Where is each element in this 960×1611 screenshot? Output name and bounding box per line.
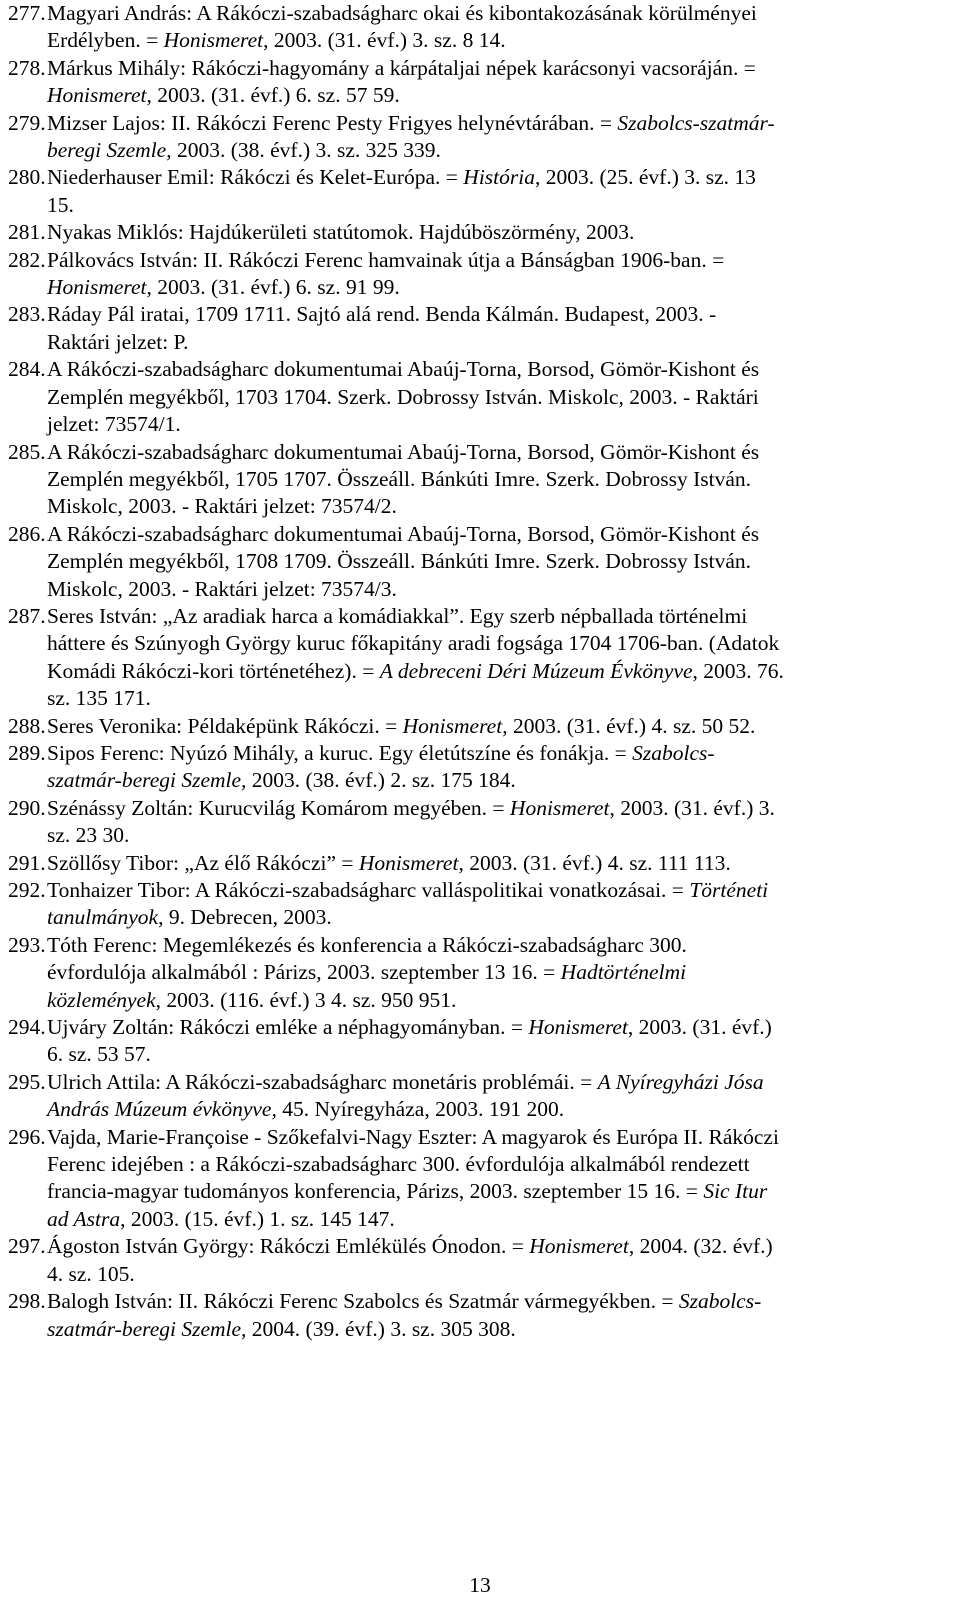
entry-number: 290. xyxy=(8,795,46,820)
entry-line xyxy=(47,932,944,959)
entry-number: 295. xyxy=(8,1069,46,1094)
entry-text: Márkus Mihály: Rákóczi-hagyomány a kárpátaljai népek karácsonyi vacsoráján. = xyxy=(47,55,756,80)
bibliography-entry xyxy=(8,932,944,1014)
entry-line xyxy=(47,274,944,301)
journal-title: Történeti xyxy=(689,878,769,902)
entry-text: A Rákóczi-szabadságharc dokumentumai Abaúj-Torna, Borsod, Gömör-Kishont és xyxy=(47,357,760,382)
entry-number: 278. xyxy=(8,55,46,80)
entry-line xyxy=(47,630,944,657)
entry-line xyxy=(47,1206,944,1233)
journal-title: szatmár-beregi Szemle xyxy=(47,1316,242,1341)
entry-text: , 2003. (31. évf.) 3. xyxy=(609,795,775,820)
bibliography-entry xyxy=(8,110,944,165)
entry-line xyxy=(47,411,944,438)
page-number: 13 xyxy=(469,1573,491,1597)
entry-text: , 2003. (31. évf.) 6. sz. 91 99. xyxy=(146,275,400,300)
entry-text: 6. sz. 53 57. xyxy=(47,1042,151,1067)
entry-number: 293. xyxy=(8,932,46,957)
entry-text: 45. Nyíregyháza, 2003. 191 200. xyxy=(276,1097,565,1122)
bibliography-entry xyxy=(8,1233,944,1288)
entry-line xyxy=(47,192,944,219)
entry-line xyxy=(47,1178,944,1205)
bibliography-entry xyxy=(8,164,944,219)
entry-text: évfordulója alkalmából : Párizs, 2003. szeptember 13 16. = xyxy=(47,960,561,985)
entry-text: 15. xyxy=(47,192,74,217)
entry-text: , 2003. (25. évf.) 3. sz. 13 xyxy=(534,165,756,190)
entry-line xyxy=(47,685,944,712)
entry-text: , 2003. (116. évf.) 3 4. sz. 950 951. xyxy=(155,987,457,1012)
entry-line xyxy=(47,1041,944,1068)
entry-text: sz. 135 171. xyxy=(47,686,151,711)
entry-line xyxy=(47,1151,944,1178)
entry-number: 292. xyxy=(8,878,46,902)
entry-line xyxy=(47,164,944,191)
entry-number: 298. xyxy=(8,1289,46,1314)
entry-number: 291. xyxy=(8,850,46,875)
entry-text: Mizser Lajos: II. Rákóczi Ferenc Pesty Frigyes helynévtárában. = xyxy=(47,110,618,135)
entry-line xyxy=(47,0,944,27)
entry-text: Erdélyben. = xyxy=(47,28,164,53)
entry-line xyxy=(47,219,944,246)
entry-number: 282. xyxy=(8,247,46,272)
bibliography-entry xyxy=(8,740,944,795)
entry-line xyxy=(47,1124,944,1151)
entry-text: , 2004. (32. évf.) xyxy=(628,1234,773,1259)
entry-line xyxy=(47,110,944,137)
entry-line xyxy=(47,27,944,54)
entry-text: Ulrich Attila: A Rákóczi-szabadságharc monetáris problémái. = xyxy=(47,1069,598,1094)
entry-text: , 2003. (31. évf.) 3. sz. 8 14. xyxy=(263,28,506,53)
bibliography-entry xyxy=(8,247,944,302)
entry-number: 294. xyxy=(8,1015,46,1040)
entry-text: Ráday Pál iratai, 1709 1711. Sajtó alá rend. Benda Kálmán. Budapest, 2003. - xyxy=(47,302,717,327)
entry-line xyxy=(47,767,944,794)
entry-text: Tóth Ferenc: Megemlékezés és konferencia a Rákóczi-szabadságharc 300. xyxy=(47,932,687,957)
bibliography-entry xyxy=(8,877,944,932)
entry-text: Nyakas Miklós: Hajdúkerületi statútomok. Hajdúböszörmény, 2003. xyxy=(47,220,635,245)
journal-title: ad Astra xyxy=(47,1206,121,1231)
entry-line xyxy=(47,1014,944,1041)
bibliography-entry xyxy=(8,521,944,603)
entry-text: , 2003. (31. évf.) 4. sz. 111 113. xyxy=(458,850,731,875)
journal-title: A debreceni Déri Múzeum Évkönyve xyxy=(379,658,693,683)
entry-line xyxy=(47,356,944,383)
entry-line xyxy=(47,877,944,904)
entry-text: A Rákóczi-szabadságharc dokumentumai Abaúj-Torna, Borsod, Gömör-Kishont és xyxy=(47,521,760,546)
entry-text: Seres István: „Az aradiak harca a komádiakkal”. Egy szerb népballada történelmi xyxy=(47,603,748,628)
entry-text: A Rákóczi-szabadságharc dokumentumai Abaúj-Torna, Borsod, Gömör-Kishont és xyxy=(47,439,760,464)
journal-title: Szabolcs- xyxy=(678,1289,762,1314)
entry-text: Sipos Ferenc: Nyúzó Mihály, a kuruc. Egy életútszíne és fonákja. = xyxy=(47,740,633,765)
entry-line xyxy=(47,713,944,740)
journal-title: História xyxy=(463,165,535,190)
journal-title: szatmár-beregi Szemle, xyxy=(47,768,247,793)
entry-text: , 2003. (31. évf.) xyxy=(627,1015,772,1040)
entry-line xyxy=(47,329,944,356)
entry-line xyxy=(47,740,944,767)
entry-text: Balogh István: II. Rákóczi Ferenc Szabolcs és Szatmár vármegyékben. = xyxy=(47,1289,679,1314)
entry-text: Ferenc idejében : a Rákóczi-szabadságharc 300. évfordulója alkalmából rendezett xyxy=(47,1152,750,1177)
entry-text: Zemplén megyékből, 1708 1709. Összeáll. Bánkúti Imre. Szerk. Dobrossy István. xyxy=(47,549,751,574)
bibliography-entry xyxy=(8,439,944,521)
entry-text: háttere és Szúnyogh György kuruc főkapitány aradi fogsága 1704 1706-ban. (Adatok xyxy=(47,631,780,656)
entry-text: , 2003. (31. évf.) 4. sz. 50 52. xyxy=(502,713,756,738)
entry-number: 297. xyxy=(8,1234,46,1259)
entry-line xyxy=(47,987,944,1014)
journal-title: Honismeret xyxy=(529,1234,629,1259)
journal-title: Honismeret xyxy=(47,83,147,108)
entry-text: , 2003. (38. évf.) 3. sz. 325 339. xyxy=(166,138,441,163)
bibliography-entry xyxy=(8,713,944,740)
entry-text: , 2003. (15. évf.) 1. sz. 145 147. xyxy=(120,1206,395,1231)
entry-text: Raktári jelzet: P. xyxy=(47,329,189,354)
entry-number: 281. xyxy=(8,220,46,245)
entry-line xyxy=(47,795,944,822)
entry-line xyxy=(47,1096,944,1123)
entry-line xyxy=(47,1069,944,1096)
bibliography-entry xyxy=(8,850,944,877)
journal-title: Hadtörténelmi xyxy=(560,960,687,985)
entry-text: jelzet: 73574/1. xyxy=(47,412,181,437)
entry-number: 288. xyxy=(8,713,46,738)
bibliography-entry xyxy=(8,1124,944,1234)
bibliography-entry xyxy=(8,795,944,850)
entry-text: francia-magyar tudományos konferencia, Párizs, 2003. szeptember 15 16. = xyxy=(47,1179,704,1204)
entry-text: , 2004. (39. évf.) 3. sz. 305 308. xyxy=(241,1316,516,1341)
journal-title: Szabolcs-szatmár- xyxy=(617,110,775,135)
journal-title: Honismeret xyxy=(163,28,264,53)
journal-title: Honismeret xyxy=(402,713,503,738)
bibliography-page xyxy=(8,0,944,1343)
entry-text: Vajda, Marie-Françoise - Szőkefalvi-Nagy Eszter: A magyarok és Európa II. Rákóczi xyxy=(47,1124,779,1149)
entry-line xyxy=(47,904,944,931)
entry-number: 283. xyxy=(8,302,46,327)
journal-title: Honismeret xyxy=(528,1015,628,1040)
entry-line xyxy=(47,439,944,466)
journal-title: Szabolcs- xyxy=(632,740,715,765)
entry-line xyxy=(47,384,944,411)
entry-text: sz. 23 30. xyxy=(47,823,130,848)
entry-number: 287. xyxy=(8,603,46,628)
entry-text: , 9. Debrecen, 2003. xyxy=(158,905,332,930)
entry-text: Seres Veronika: Példaképünk Rákóczi. = xyxy=(47,713,403,738)
bibliography-entry xyxy=(8,301,944,356)
entry-line xyxy=(47,959,944,986)
entry-line xyxy=(47,82,944,109)
entry-line xyxy=(47,521,944,548)
entry-text: Ágoston István György: Rákóczi Emlékülés Ónodon. = xyxy=(47,1234,530,1259)
entry-text: Magyari András: A Rákóczi-szabadságharc okai és kibontakozásának körülményei xyxy=(47,1,757,25)
entry-line xyxy=(47,548,944,575)
bibliography-entry xyxy=(8,1288,944,1343)
entry-number: 280. xyxy=(8,165,46,190)
entry-text: 4. sz. 105. xyxy=(47,1261,135,1286)
entry-line xyxy=(47,137,944,164)
entry-number: 296. xyxy=(8,1124,46,1149)
bibliography-entry xyxy=(8,1069,944,1124)
entry-number: 277. xyxy=(8,1,46,25)
entry-text: Zemplén megyékből, 1705 1707. Összeáll. Bánkúti Imre. Szerk. Dobrossy István. xyxy=(47,466,751,491)
entry-text: , 2003. (31. évf.) 6. sz. 57 59. xyxy=(146,83,400,108)
entry-text: , 2003. 76. xyxy=(692,658,784,683)
entry-number: 279. xyxy=(8,110,46,135)
journal-title: A Nyíregyházi Jósa xyxy=(597,1069,764,1094)
bibliography-list xyxy=(8,0,944,1343)
bibliography-entry xyxy=(8,219,944,246)
entry-text: Zemplén megyékből, 1703 1704. Szerk. Dobrossy István. Miskolc, 2003. - Raktári xyxy=(47,384,759,409)
entry-number: 285. xyxy=(8,439,46,464)
entry-text: Niederhauser Emil: Rákóczi és Kelet-Európa. = xyxy=(47,165,464,190)
entry-text: Ujváry Zoltán: Rákóczi emléke a néphagyományban. = xyxy=(47,1015,529,1040)
entry-text: 2003. (38. évf.) 2. sz. 175 184. xyxy=(246,768,516,793)
entry-line xyxy=(47,658,944,685)
entry-text: Miskolc, 2003. - Raktári jelzet: 73574/2. xyxy=(47,494,397,519)
entry-text: Szénássy Zoltán: Kurucvilág Komárom megyében. = xyxy=(47,795,510,820)
journal-title: tanulmányok xyxy=(47,905,159,930)
entry-text: Pálkovács István: II. Rákóczi Ferenc hamvainak útja a Bánságban 1906-ban. = xyxy=(47,247,725,272)
entry-line xyxy=(47,301,944,328)
entry-line xyxy=(47,1316,944,1343)
entry-line xyxy=(47,850,944,877)
entry-line xyxy=(47,603,944,630)
entry-line xyxy=(47,576,944,603)
entry-number: 286. xyxy=(8,521,46,546)
entry-text: Komádi Rákóczi-kori történetéhez). = xyxy=(47,658,380,683)
entry-line xyxy=(47,822,944,849)
entry-text: Tonhaizer Tibor: A Rákóczi-szabadságharc valláspolitikai vonatkozásai. = xyxy=(47,878,690,902)
journal-title: Honismeret xyxy=(358,850,459,875)
entry-line xyxy=(47,1288,944,1315)
bibliography-entry xyxy=(8,356,944,438)
entry-line xyxy=(47,1233,944,1260)
bibliography-entry xyxy=(8,603,944,713)
entry-number: 289. xyxy=(8,740,46,765)
journal-title: András Múzeum évkönyve, xyxy=(47,1097,277,1122)
journal-title: közlemények xyxy=(47,987,156,1012)
journal-title: Sic Itur xyxy=(703,1179,768,1204)
journal-title: Honismeret xyxy=(509,795,610,820)
entry-line xyxy=(47,493,944,520)
journal-title: Honismeret xyxy=(47,275,147,300)
entry-line xyxy=(47,466,944,493)
bibliography-entry xyxy=(8,0,944,55)
entry-number: 284. xyxy=(8,357,46,382)
bibliography-entry xyxy=(8,55,944,110)
entry-text: Miskolc, 2003. - Raktári jelzet: 73574/3. xyxy=(47,576,397,601)
entry-line xyxy=(47,55,944,82)
bibliography-entry xyxy=(8,1014,944,1069)
entry-line xyxy=(47,247,944,274)
entry-line xyxy=(47,1261,944,1288)
entry-text: Szöllősy Tibor: „Az élő Rákóczi” = xyxy=(47,850,359,875)
journal-title: beregi Szemle xyxy=(47,138,167,163)
